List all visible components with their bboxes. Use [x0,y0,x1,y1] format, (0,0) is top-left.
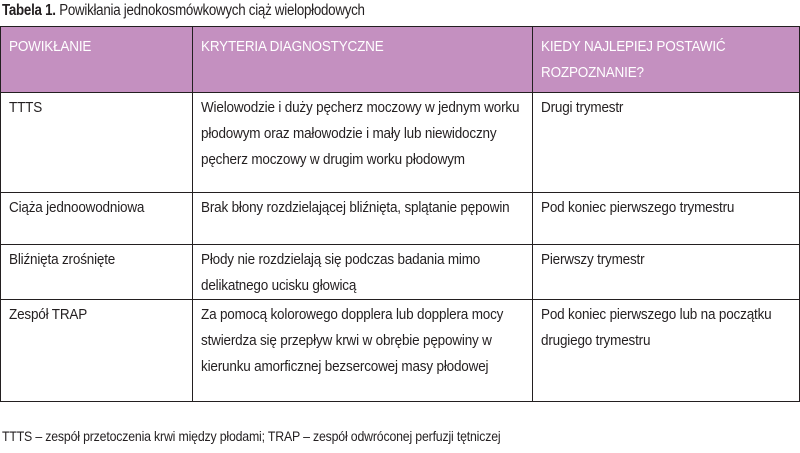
cell-timing: Drugi trymestr [533,93,800,193]
cell-criteria: Za pomocą kolorowego dopplera lub dopplera mocy stwierdza się przepływ krwi w obrębie pępowiny w kierunku amorficznej bezsercowej masy płodowej [193,300,533,402]
complications-table [0,26,800,402]
cell-criteria: Brak błony rozdzielającej bliźnięta, splątanie pępowin [193,193,533,245]
cell-timing: Pod koniec pierwszego lub na początku drugiego trymestru [533,300,800,402]
table-header-row [1,27,800,93]
header-timing: KIEDY NAJLEPIEJ POSTAWIĆ ROZPOZNANIE? [533,27,800,93]
table-row [1,193,800,245]
table-row [1,93,800,193]
table-row [1,245,800,300]
table-row [1,300,800,402]
cell-timing: Pod koniec pierwszego trymestru [533,193,800,245]
cell-complication: Ciąża jednoowodniowa [1,193,193,245]
cell-criteria: Płody nie rozdzielają się podczas badania mimo delikatnego ucisku głowicą [193,245,533,300]
cell-timing: Pierwszy trymestr [533,245,800,300]
table-caption-title: Powikłania jednokosmówkowych ciąż wielopłodowych [59,2,365,19]
table-footnote: TTTS – zespół przetoczenia krwi między płodami; TRAP – zespół odwróconej perfuzji tętniczej [2,428,501,444]
cell-complication: Zespół TRAP [1,300,193,402]
header-criteria: KRYTERIA DIAGNOSTYCZNE [193,27,533,93]
table-caption-label: Tabela 1. [2,2,56,19]
cell-complication: Bliźnięta zrośnięte [1,245,193,300]
header-complication: POWIKŁANIE [1,27,193,93]
table-caption [2,2,365,20]
cell-criteria: Wielowodzie i duży pęcherz moczowy w jednym worku płodowym oraz małowodzie i mały lub niewidoczny pęcherz moczowy w drugim worku płodowym [193,93,533,193]
cell-complication: TTTS [1,93,193,193]
